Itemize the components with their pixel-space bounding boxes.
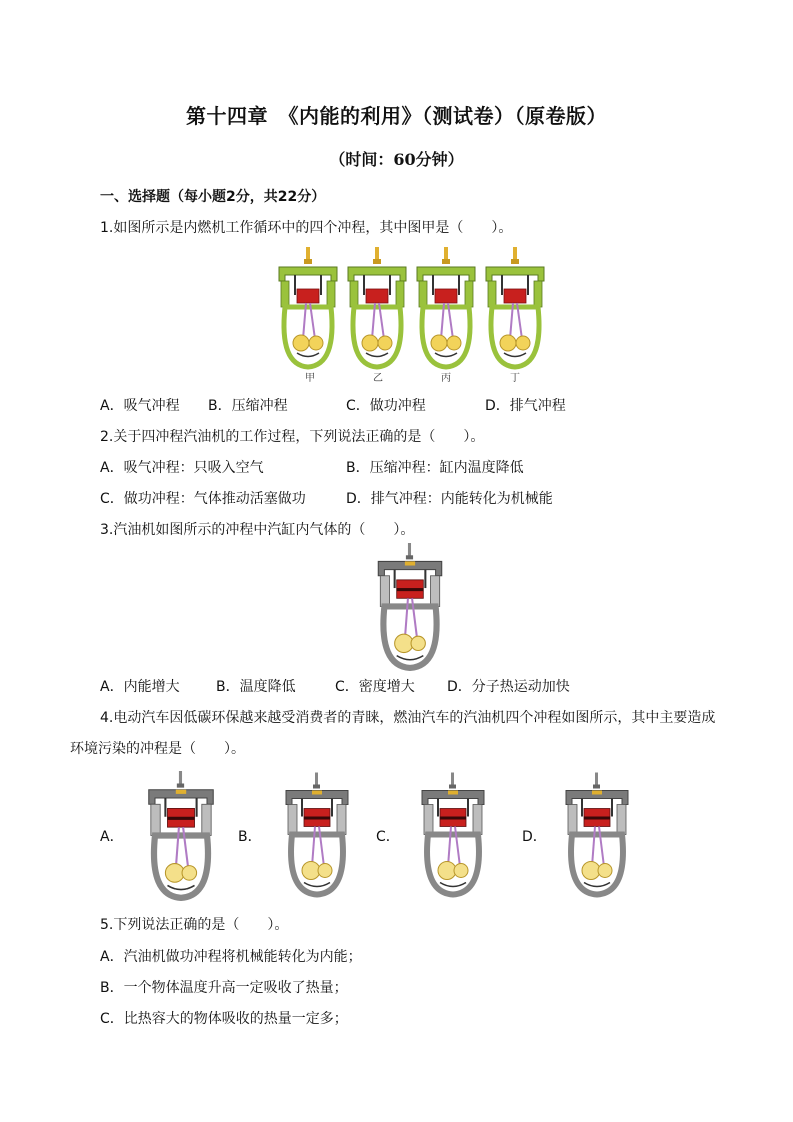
engine-diagram-q4-d bbox=[562, 771, 632, 899]
q5-option-a: A．汽油机做功冲程将机械能转化为内能； bbox=[100, 949, 362, 965]
q2-option-b: B．压缩冲程：缸内温度降低 bbox=[346, 460, 524, 476]
q1-option-b: B．压缩冲程 bbox=[208, 398, 288, 414]
engine-diagram-q3 bbox=[372, 543, 448, 671]
figure-label-bing: 丙 bbox=[441, 373, 451, 384]
q1-option-d: D．排气冲程 bbox=[485, 398, 566, 414]
q3-option-c: C．密度增大 bbox=[335, 679, 415, 695]
q4-option-b: B． bbox=[238, 829, 262, 845]
q5-option-b: B．一个物体温度升高一定吸收了热量； bbox=[100, 980, 348, 996]
q4-option-c: C． bbox=[376, 829, 400, 845]
question-3-stem: 3.汽油机如图所示的冲程中汽缸内气体的（ ）。 bbox=[100, 522, 415, 538]
q2-option-a: A．吸气冲程：只吸入空气 bbox=[100, 460, 264, 476]
question-4-stem-line1: 4.电动汽车因低碳环保越来越受消费者的青睐，燃油汽车的汽油机四个冲程如图所示，其中主要造成 bbox=[100, 710, 716, 726]
figure-label-yi: 乙 bbox=[373, 373, 383, 384]
engine-diagram-q4-c bbox=[418, 771, 488, 899]
engine-diagram-yi bbox=[342, 247, 412, 372]
page-subtitle: （时间：60分钟） bbox=[329, 150, 464, 169]
q1-option-a: A．吸气冲程 bbox=[100, 398, 180, 414]
q2-option-d: D．排气冲程：内能转化为机械能 bbox=[346, 491, 553, 507]
question-4-stem-line2: 环境污染的冲程是（ ）。 bbox=[70, 741, 245, 757]
q2-option-c: C．做功冲程：气体推动活塞做功 bbox=[100, 491, 306, 507]
q5-option-c: C．比热容大的物体吸收的热量一定多； bbox=[100, 1011, 348, 1027]
q3-option-b: B．温度降低 bbox=[216, 679, 296, 695]
section-heading: 一、选择题（每小题2分，共22分） bbox=[100, 189, 326, 205]
figure-label-jia: 甲 bbox=[305, 373, 315, 384]
page-title: 第十四章 《内能的利用》（测试卷）（原卷版） bbox=[186, 104, 607, 128]
question-1-stem: 1.如图所示是内燃机工作循环中的四个冲程，其中图甲是（ ）。 bbox=[100, 220, 513, 236]
engine-diagram-ding bbox=[480, 247, 550, 372]
q4-option-d: D． bbox=[522, 829, 547, 845]
engine-diagram-q4-b bbox=[282, 771, 352, 899]
question-2-stem: 2.关于四冲程汽油机的工作过程，下列说法正确的是（ ）。 bbox=[100, 429, 485, 445]
engine-diagram-jia bbox=[273, 247, 343, 372]
q4-option-a: A． bbox=[100, 829, 124, 845]
figure-label-ding: 丁 bbox=[510, 373, 520, 384]
question-5-stem: 5.下列说法正确的是（ ）。 bbox=[100, 917, 289, 933]
engine-diagram-q4-a bbox=[140, 771, 222, 901]
q3-option-d: D．分子热运动加快 bbox=[447, 679, 570, 695]
engine-diagram-bing bbox=[411, 247, 481, 372]
q3-option-a: A．内能增大 bbox=[100, 679, 180, 695]
q1-option-c: C．做功冲程 bbox=[346, 398, 426, 414]
